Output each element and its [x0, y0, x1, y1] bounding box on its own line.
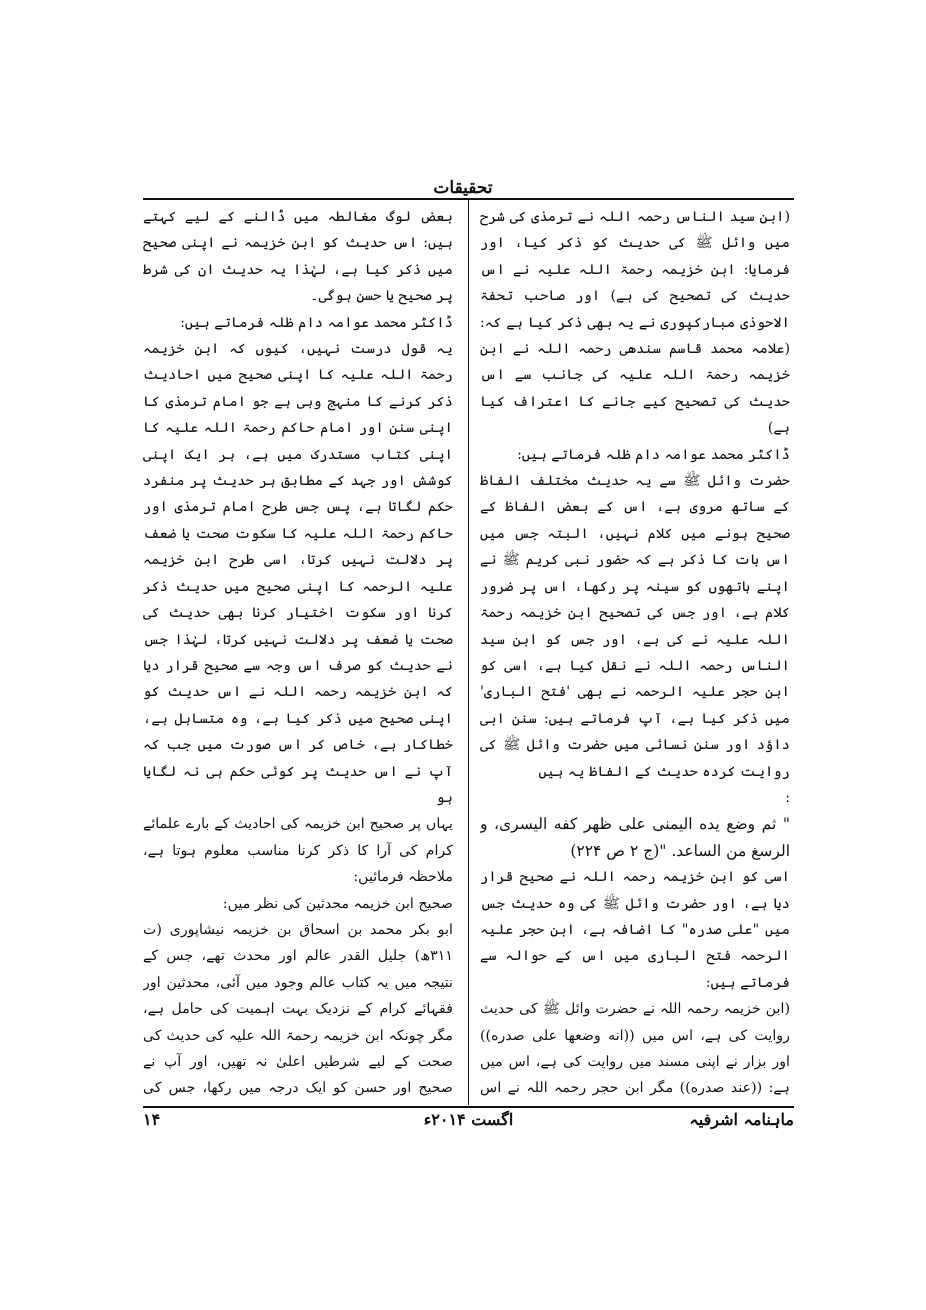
magazine-name: ماہنامہ اشرفیہ: [689, 1110, 794, 1129]
arabic-quote: " ثم وضع يده اليمنى على ظهر كفه اليسرى، و الرسغ من الساعد. "(ج ۲ ص ۲۲۴): [480, 815, 790, 860]
issue-date: اگست ۲۰۱۴ء: [423, 1110, 514, 1129]
paragraph: یہ قول درست نہیں، کیوں کہ ابن خزیمہ رحمۃ اللہ علیہ کا اپنی صحیح میں احادیث ذکر کرنے کا منہج وہی ہے جو امام ترمذی کا اپنی سنن اور امام حاکم رحمۃ اللہ علیہ کا اپنی کتاب مستدرک میں ہے، ہر ایک اپنی کوشش اور جہد کے مطابق ہر حدیث پر منفرد حکم لگاتا ہے، پس جس طرح امام ترمذی اور حاکم رحمۃ اللہ علیہ کا سکوت صحت یا ضعف پر دلالت نہیں کرتا، اسی طرح ابن خزیمہ علیہ الرحمہ کا اپنی صحیح میں حدیث ذکر کرنا اور سکوت اختیار کرنا بھی حدیث کی صحت یا ضعف پر دلالت نہیں کرتا، لہٰذا جس نے حدیث کو صرف اس وجہ سے صحیح قرار دیا کہ ابن خزیمہ رحمہ اللہ نے اس حدیث کو اپنی صحیح میں ذکر کیا ہے، وہ متساہل ہے، خطاکار ہے، خاص کر اس صورت میں جب کہ آپ نے اس حدیث پر کوئی حکم ہی نہ لگایا ہو: [143, 341, 453, 806]
paragraph: (ابن خزیمہ رحمہ اللہ نے حضرت وائل ﷺ کی حدیث روایت کی ہے، اس میں ((انه وضعها على صدره)) اور بزار نے اپنی مسند میں روایت کی ہے، اس میں ہے: ((عند صدره)) مگر ابن حجر رحمہ اللہ نے اس: [480, 1001, 790, 1097]
footer-rule: [143, 1106, 794, 1108]
paragraph: ڈاکٹر محمد عوامہ دام ظلہ فرماتے ہیں:: [517, 446, 790, 463]
paragraph: :: [785, 789, 790, 806]
left-column: [143, 204, 453, 1102]
paragraph: بعض لوگ مغالطہ میں ڈالنے کے لیے کہتے ہیں: اس حدیث کو ابن خزیمہ نے اپنی صحیح میں ذکر کیا ہے، لہٰذا یہ حدیث ان کی شرط پر صحیح یا حسن ہوگی۔: [143, 209, 453, 305]
column-divider: [468, 199, 469, 1105]
paragraph: ڈاکٹر محمد عوامہ دام ظلہ فرماتے ہیں:: [180, 314, 453, 331]
paragraph: یہاں پر صحیح ابن خزیمہ کی احادیث کے بارے علمائے کرام کی آرا کا ذکر کرنا مناسب معلوم ہوتا ہے، ملاحظہ فرمائیں:: [143, 816, 453, 886]
paragraph: حضرت وائل ﷺ سے یہ حدیث مختلف الفاظ کے ساتھ مروی ہے، اس کے بعض الفاظ کے صحیح ہونے میں کلام نہیں، البتہ جس میں اس بات کا ذکر ہے کہ حضور نبی کریم ﷺ نے اپنے ہاتھوں کو سینہ پر رکھا، اس پر ضرور کلام ہے، اور جس کی تصحیح ابن خزیمہ رحمۃ اللہ علیہ نے کی ہے، اور جس کو ابن سید الناس رحمہ اللہ نے نقل کیا ہے، اسی کو ابن حجر علیہ الرحمہ نے بھی 'فتح الباری' میں ذکر کیا ہے، آپ فرماتے ہیں: سنن ابی داؤد اور سنن نسائی میں حضرت وائل ﷺ کی روایت کردہ حدیث کے الفاظ یہ ہیں: [480, 473, 790, 780]
subheading: صحیح ابن خزیمہ محدثین کی نظر میں:: [222, 895, 453, 912]
paragraph: ابو بکر محمد بن اسحاق بن خزیمہ نیشاپوری (ت ۳۱۱ھ) جلیل القدر عالم اور محدث تھے، جس کے نتیجہ میں یہ کتاب عالم وجود میں آئی، محدثین اور فقہائے کرام کے نزدیک بہت اہمیت کی حامل ہے، مگر چونکہ ابن خزیمہ رحمۃ اللہ علیہ کی حدیث کی صحت کے لیے شرطیں اعلیٰ نہ تھیں، اور آپ نے صحیح اور حسن کو ایک درجہ میں رکھا، جس کی: [143, 921, 453, 1097]
right-column: [480, 204, 790, 1102]
page-number: ۱۴: [143, 1110, 161, 1129]
paragraph: (ابن سید الناس رحمہ اللہ نے ترمذی کی شرح میں وائل ﷺ کی حدیث کو ذکر کیا، اور فرمایا: ابن خزیمہ رحمۃ اللہ علیہ نے اس حدیث کی تصحیح کی ہے) اور صاحب تحفۃ الاحوذی مبارکپوری نے یہ بھی ذکر کیا ہے کہ: (علامہ محمد قاسم سندھی رحمہ اللہ نے ابن خزیمہ رحمۃ اللہ علیہ کی جانب سے اس حدیث کی تصحیح کیے جانے کا اعتراف کیا ہے): [480, 209, 790, 437]
paragraph: اسی کو ابن خزیمہ رحمہ اللہ نے صحیح قرار دیا ہے، اور حضرت وائل ﷺ کی وہ حدیث جس میں "على صدره" کا اضافہ ہے، ابن حجر علیہ الرحمہ فتح الباری میں اس کے حوالہ سے فرماتے ہیں:: [480, 869, 790, 991]
page-footer: [143, 1110, 794, 1136]
section-title: تحقیقات: [433, 178, 493, 198]
